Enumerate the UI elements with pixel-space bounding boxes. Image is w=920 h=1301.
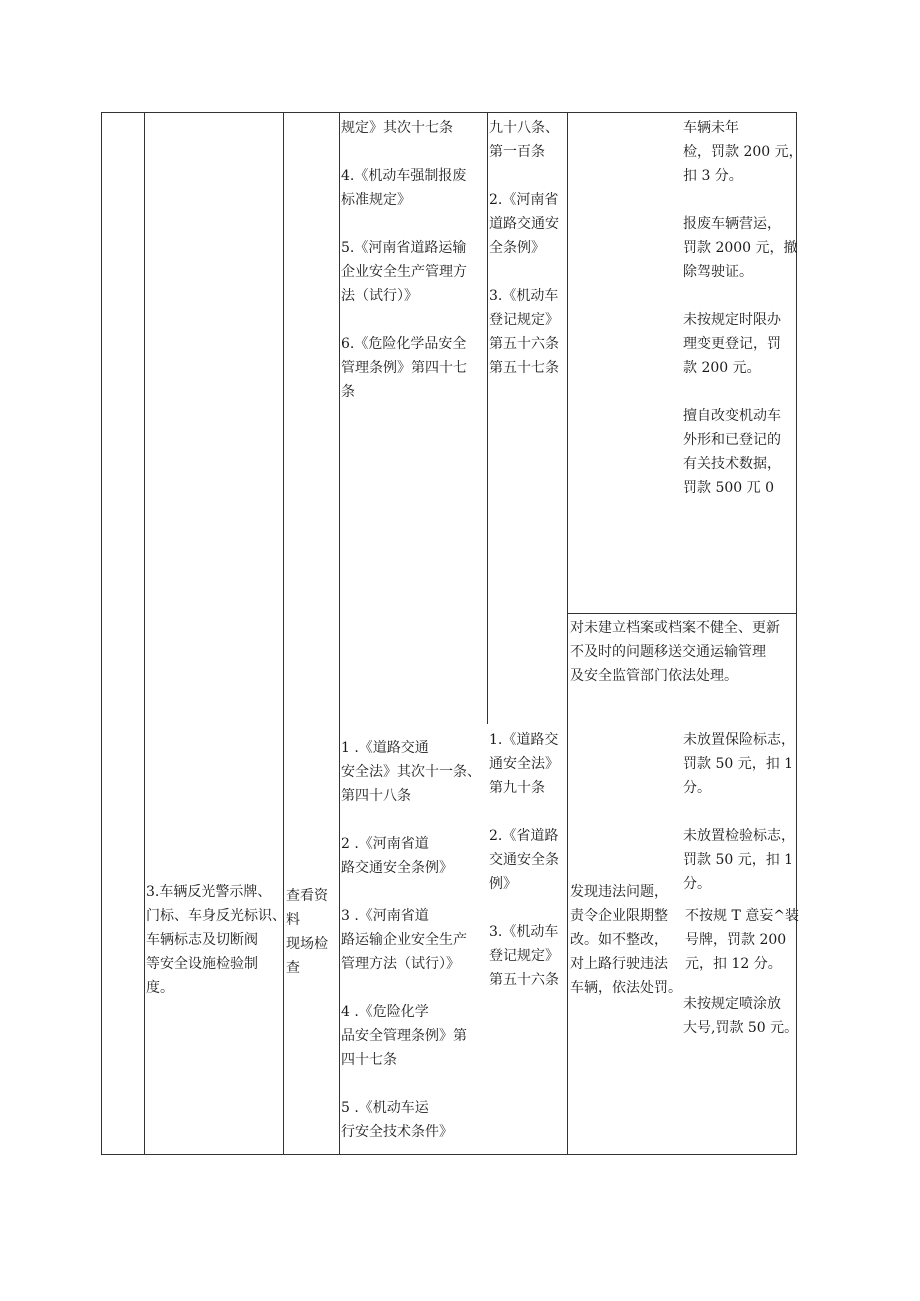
- col-divider-4-upper: [487, 112, 488, 724]
- top-regulation-cell: [341, 116, 467, 404]
- archive-note-cell: [570, 616, 780, 688]
- text-line: 行安全技术条件》: [341, 1124, 453, 1140]
- text-line: [489, 260, 559, 284]
- text-line: 2 .《河南省道: [341, 836, 429, 852]
- text-line: 罚款 500 兀 0: [683, 480, 774, 496]
- text-line: 交通安全条: [489, 852, 559, 868]
- bottom-basis-cell: [489, 728, 559, 992]
- text-line: 责令企业限期整: [570, 908, 668, 924]
- text-line: [683, 380, 803, 404]
- text-line: 查: [286, 960, 300, 976]
- text-line: 号牌，罚款 200: [685, 932, 787, 948]
- text-line: [341, 140, 467, 164]
- text-line: [489, 800, 559, 824]
- text-line: 检，罚款 200 元，: [683, 144, 803, 160]
- text-line: 分。: [683, 780, 711, 796]
- text-line: 3.《机动车: [489, 924, 559, 940]
- text-line: 料: [286, 912, 300, 928]
- text-line: [341, 880, 481, 904]
- bottom-action-cell: [570, 880, 682, 1000]
- text-line: 不按规 T 意妄^装: [685, 908, 799, 924]
- text-line: 分。: [683, 876, 711, 892]
- text-line: [341, 1072, 481, 1096]
- text-line: 6.《危险化学品安全: [341, 336, 467, 352]
- text-line: 款 200 元。: [683, 360, 761, 376]
- bottom-penalty-c-cell: [683, 992, 798, 1040]
- text-line: [683, 188, 803, 212]
- col-divider-3: [339, 112, 340, 1155]
- text-line: 法（试行）》: [341, 288, 418, 304]
- text-line: 四十七条: [341, 1052, 397, 1068]
- text-line: 车辆未年: [683, 120, 739, 136]
- text-line: 规定》其次十七条: [341, 120, 453, 136]
- text-line: [489, 164, 559, 188]
- text-line: 罚款 50 元，扣 1: [683, 852, 794, 868]
- table-left-border: [101, 112, 102, 1155]
- text-line: 度。: [146, 980, 174, 996]
- text-line: 对未建立档案或档案不健全、更新: [570, 620, 780, 636]
- text-line: 第一百条: [489, 144, 545, 160]
- text-line: 3 .《河南省道: [341, 908, 429, 924]
- text-line: 扣 3 分。: [683, 168, 743, 184]
- top-basis-cell: [489, 116, 559, 380]
- text-line: 罚款 50 元，扣 1: [683, 756, 794, 772]
- text-line: 门标、车身反光标识、: [146, 908, 286, 924]
- text-line: 登记规定》: [489, 312, 559, 328]
- text-line: 第五十六条: [489, 972, 559, 988]
- text-line: 品安全管理条例》第: [341, 1028, 467, 1044]
- text-line: 改。如不整改，: [570, 932, 668, 948]
- text-line: 未按规定喷涂放: [683, 996, 781, 1012]
- text-line: 第九十条: [489, 780, 545, 796]
- text-line: 未放置保险标志，: [683, 732, 795, 748]
- text-line: 九十八条、: [489, 120, 559, 136]
- check-item-cell: [146, 880, 286, 1000]
- text-line: 及安全监管部门依法处理。: [570, 668, 738, 684]
- text-line: 除驾驶证。: [683, 264, 753, 280]
- text-line: 企业安全生产管理方: [341, 264, 467, 280]
- text-line: [341, 976, 481, 1000]
- top-penalty-cell: [683, 116, 803, 500]
- bottom-penalty-b-cell: [685, 904, 799, 976]
- text-line: 对上路行驶违法: [570, 956, 668, 972]
- text-line: 元，扣 12 分。: [685, 956, 782, 972]
- text-line: 查看资: [286, 888, 328, 904]
- text-line: 2.《省道路: [489, 828, 559, 844]
- col-divider-5: [567, 112, 568, 1155]
- text-line: [683, 284, 803, 308]
- bottom-regulation-cell: [341, 736, 481, 1144]
- text-line: [341, 308, 467, 332]
- table-bottom-border: [101, 1154, 797, 1155]
- text-line: 4.《机动车强制报废: [341, 168, 467, 184]
- text-line: 发现违法问题，: [570, 884, 668, 900]
- table-top-border: [101, 112, 797, 113]
- text-line: 2.《河南省: [489, 192, 559, 208]
- text-line: [683, 800, 795, 824]
- check-method-cell: [286, 884, 328, 980]
- text-line: 报废车辆营运，: [683, 216, 781, 232]
- text-line: 例》: [489, 876, 517, 892]
- text-line: 第五十七条: [489, 360, 559, 376]
- text-line: 未放置检验标志，: [683, 828, 795, 844]
- text-line: 现场检: [286, 936, 328, 952]
- text-line: 不及时的问题移送交通运输管理: [570, 644, 766, 660]
- text-line: 大号,罚款 50 元。: [683, 1020, 799, 1036]
- text-line: 有关技术数据，: [683, 456, 781, 472]
- text-line: 未按规定时限办: [683, 312, 781, 328]
- text-line: 1.《道路交: [489, 732, 559, 748]
- text-line: 车辆标志及切断阀: [146, 932, 258, 948]
- text-line: 道路交通安: [489, 216, 559, 232]
- text-line: 标准规定》: [341, 192, 411, 208]
- text-line: 外形和已登记的: [683, 432, 781, 448]
- text-line: 罚款 2000 元，撤: [683, 240, 798, 256]
- bottom-penalty-a-cell: [683, 728, 795, 896]
- text-line: 第四十八条: [341, 788, 411, 804]
- col-divider-1: [144, 112, 145, 1155]
- text-line: 擅自改变机动车: [683, 408, 781, 424]
- text-line: 安全法》其次十一条、: [341, 764, 481, 780]
- text-line: 全条例》: [489, 240, 545, 256]
- text-line: 通安全法》: [489, 756, 559, 772]
- text-line: [341, 212, 467, 236]
- text-line: 1 .《道路交通: [341, 740, 429, 756]
- text-line: 4 .《危险化学: [341, 1004, 429, 1020]
- text-line: [341, 808, 481, 832]
- archive-row-divider: [567, 613, 797, 614]
- text-line: 路交通安全条例》: [341, 860, 453, 876]
- text-line: 车辆，依法处罚。: [570, 980, 682, 996]
- text-line: 5 .《机动车运: [341, 1100, 429, 1116]
- text-line: 第五十六条: [489, 336, 559, 352]
- text-line: 5.《河南省道路运输: [341, 240, 467, 256]
- text-line: [489, 896, 559, 920]
- text-line: 理变更登记，罚: [683, 336, 781, 352]
- text-line: 3.车辆反光警示牌、: [146, 884, 272, 900]
- text-line: 管理条例》第四十七: [341, 360, 467, 376]
- text-line: 等安全设施检验制: [146, 956, 258, 972]
- text-line: 3.《机动车: [489, 288, 559, 304]
- text-line: 管理方法（试行）》: [341, 956, 460, 972]
- text-line: 登记规定》: [489, 948, 559, 964]
- text-line: 条: [341, 384, 355, 400]
- text-line: 路运输企业安全生产: [341, 932, 467, 948]
